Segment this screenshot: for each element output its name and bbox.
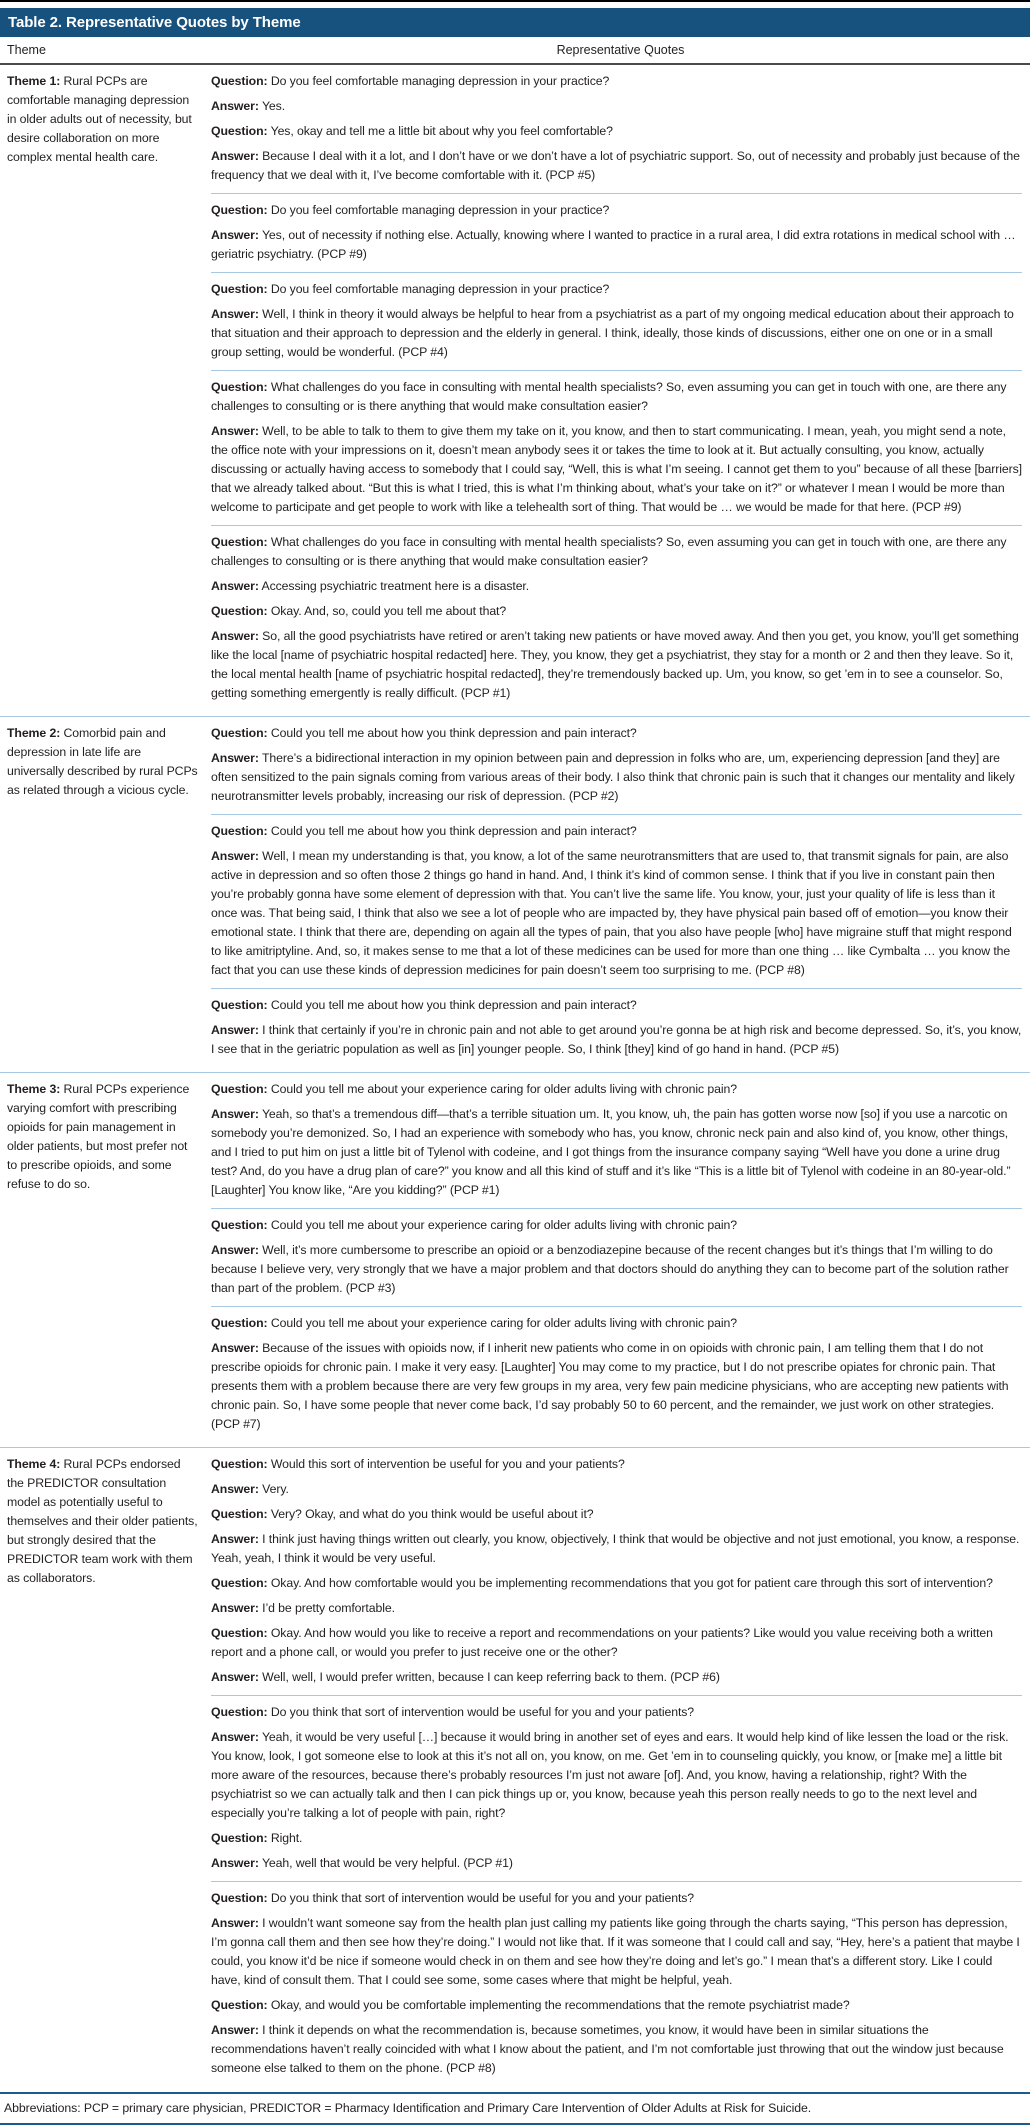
theme-row [0,65,1030,716]
quote-group [211,1695,1022,1881]
answer-paragraph [211,305,1022,362]
question-paragraph [211,1703,1022,1722]
question-text: Very? Okay, and what do you think would be useful about it? [270,1507,594,1521]
question-paragraph [211,378,1022,416]
theme-cell [0,1073,211,1447]
question-text: Could you tell me about how you think depression and pain interact? [270,824,637,838]
answer-paragraph [211,577,1022,596]
quotes-cell [211,717,1030,1072]
theme-description: Rural PCPs endorsed the PREDICTOR consultation model as potentially useful to themselves and their older patients, but strongly desired that the PREDICTOR team work with them as collaborators. [7,1457,198,1585]
top-rule [0,0,1030,2]
question-label: Question: [211,1457,268,1471]
question-paragraph [211,533,1022,571]
quotes-cell [211,1073,1030,1447]
answer-text: Yeah, so that’s a tremendous diff—that’s a terrible situation um. It, you know, uh, the pain has gotten worse now [so] if you use a narcotic on somebody you’re demonized. So, I had an experience with somebody who has, you know, chronic neck pain and also kind of, you know, other things, and I tried to put him on just a little bit of Tylenol with codeine, and I got things from the insurance company saying “Well have you done a urine drug test? And, do you have a drug plan of care?” you know and all this kind of stuff and it’s like “This is a little bit of Tylenol with codeine in an 80-year-old.” [Laughter] You know like, “Are you kidding?” (PCP #1) [211,1107,1011,1197]
question-paragraph [211,1080,1022,1099]
answer-label: Answer: [211,1023,259,1037]
answer-label: Answer: [211,629,259,643]
question-label: Question: [211,1316,268,1330]
table-body [0,65,1030,2091]
question-label: Question: [211,74,268,88]
answer-label: Answer: [211,424,259,438]
answer-label: Answer: [211,99,259,113]
quote-group [211,370,1022,525]
answer-paragraph [211,627,1022,703]
answer-text: Very. [262,1482,289,1496]
answer-paragraph [211,847,1022,980]
answer-label: Answer: [211,1601,259,1615]
question-text: Could you tell me about how you think depression and pain interact? [270,998,637,1012]
question-label: Question: [211,1082,268,1096]
answer-paragraph [211,1021,1022,1059]
answer-text: I think just having things written out clearly, you know, objectively, I think that would be objective and not just emotional, you know, a response. Yeah, yeah, I think it would be very useful. [211,1532,1020,1565]
answer-text: There’s a bidirectional interaction in my opinion between pain and depression in folks who are, um, experiencing depression [and they] are often sensitized to the pain signals coming from various areas of their body. I also think that chronic pain is such that it changes our mentality and likely neurotransmitter levels probably, increasing our risk of depression. (PCP #2) [211,751,1015,803]
question-label: Question: [211,1576,268,1590]
question-label: Question: [211,124,268,138]
answer-label: Answer: [211,579,259,593]
question-text: What challenges do you face in consulting with mental health specialists? So, even assuming you can get in touch with one, are there any challenges to consulting or is there anything that would make consultation easier? [211,535,1007,568]
answer-paragraph [211,1339,1022,1434]
question-paragraph [211,1829,1022,1848]
question-label: Question: [211,1626,268,1640]
theme-cell [0,717,211,1072]
answer-label: Answer: [211,149,259,163]
answer-label: Answer: [211,1341,259,1355]
question-text: Okay. And how comfortable would you be implementing recommendations that you got for patient care through this sort of intervention? [270,1576,993,1590]
question-label: Question: [211,1891,268,1905]
quote-group [211,525,1022,711]
answer-text: Yes, out of necessity if nothing else. Actually, knowing where I wanted to practice in a rural area, I did extra rotations in medical school with … geriatric psychiatry. (PCP #9) [211,228,1016,261]
quote-group [211,1881,1022,2086]
question-text: Okay. And, so, could you tell me about that? [270,604,507,618]
question-label: Question: [211,604,268,618]
answer-text: Because of the issues with opioids now, if I inherit new patients who come in on opioids with chronic pain, I am telling them that I do not prescribe opioids for chronic pain. I make it very easy. [Laughter] You may come to my practice, but I do not prescribe opiates for chronic pain. That presents them with a problem because there are very few groups in my area, very few pain medicine physicians, who are accepting new patients with chronic pain. So, I have some people that never come back, I’d say probably 50 to 60 percent, and the remainder, we just work on other strategies. (PCP #7) [211,1341,1009,1431]
question-text: Do you feel comfortable managing depression in your practice? [270,203,610,217]
question-text: Would this sort of intervention be useful for you and your patients? [270,1457,625,1471]
question-label: Question: [211,380,268,394]
footer-abbreviations: Abbreviations: PCP = primary care physician, PREDICTOR = Pharmacy Identification and Primary Care Intervention of Older Adults at Risk for Suicide. [0,2092,1030,2125]
question-text: Could you tell me about your experience caring for older adults living with chronic pain? [270,1082,737,1096]
question-text: Do you feel comfortable managing depression in your practice? [270,74,610,88]
answer-label: Answer: [211,1482,259,1496]
question-text: What challenges do you face in consulting with mental health specialists? So, even assuming you can get in touch with one, are there any challenges to consulting or is there anything that would make consultation easier? [211,380,1007,413]
answer-paragraph [211,1668,1022,1687]
theme-cell [0,65,211,716]
question-text: Do you feel comfortable managing depression in your practice? [270,282,610,296]
question-text: Could you tell me about your experience caring for older adults living with chronic pain? [270,1218,737,1232]
answer-paragraph [211,1105,1022,1200]
question-paragraph [211,1996,1022,2015]
quotes-cell [211,65,1030,716]
column-header-quotes: Representative Quotes [556,43,685,57]
answer-text: I think that certainly if you’re in chronic pain and not able to get around you’re gonna be at high risk and become depressed. So, it’s, you know, I see that in the geriatric population as well as [in] younger people. So, I think [they] kind of go hand in hand. (PCP #5) [211,1023,1022,1056]
quote-group [211,1073,1022,1208]
question-label: Question: [211,726,268,740]
quote-group [211,65,1022,193]
answer-label: Answer: [211,2023,259,2037]
theme-description: Rural PCPs experience varying comfort with prescribing opioids for pain management in older patients, but most prefer not to prescribe opioids, and some refuse to do so. [7,1082,190,1191]
question-label: Question: [211,824,268,838]
table-title-bar [0,8,1030,37]
question-paragraph [211,1314,1022,1333]
answer-text: Well, to be able to talk to them to give them my take on it, you know, and then to start communicating. I mean, yeah, you might send a note, the office note with your impressions on it, doesn’t mean anybody sees it or takes the time to look at it. But actually consulting, you know, actually discussing or actually having access to somebody that I could say, “Well, this is what I’m seeing. I cannot get them to you” because of all these [barriers] that we already talked about. “But this is what I tried, this is what I’m thinking about, what’s your take on it?” or whatever I mean I would be more than welcome to participate and get people to work with like a telehealth sort of thing. That would be … we would be made for that here. (PCP #9) [211,424,1022,514]
answer-text: I’d be pretty comfortable. [262,1601,395,1615]
question-label: Question: [211,535,268,549]
theme-label: Theme 3: [7,1082,61,1096]
answer-paragraph [211,422,1022,517]
answer-label: Answer: [211,751,259,765]
answer-label: Answer: [211,307,259,321]
answer-label: Answer: [211,1730,259,1744]
question-paragraph [211,280,1022,299]
answer-text: I think it depends on what the recommendation is, because sometimes, you know, it would have been in similar situations the recommendations haven’t really coincided with what I know about the patient, and I’m not comfortable just throwing that out the window just because someone else talked to them on the phone. (PCP #8) [211,2023,1004,2075]
answer-paragraph [211,749,1022,806]
question-paragraph [211,602,1022,621]
answer-label: Answer: [211,849,259,863]
question-paragraph [211,1216,1022,1235]
question-paragraph [211,122,1022,141]
question-text: Okay, and would you be comfortable implementing the recommendations that the remote psychiatrist made? [270,1998,850,2012]
theme-description: Rural PCPs are comfortable managing depression in older adults out of necessity, but desire collaboration on more complex mental health care. [7,74,192,164]
column-header-theme: Theme [7,43,46,57]
quote-group [211,193,1022,272]
answer-paragraph [211,1530,1022,1568]
answer-paragraph [211,97,1022,116]
quote-group [211,717,1022,814]
answer-text: Well, it’s more cumbersome to prescribe an opioid or a benzodiazepine because of the recent changes but it’s things that I’m willing to do because I believe very, very strongly that we have a major problem and that doctors should do anything they can to become part of the solution rather than part of the problem. (PCP #3) [211,1243,1009,1295]
quote-group [211,1306,1022,1442]
question-label: Question: [211,203,268,217]
answer-paragraph [211,1241,1022,1298]
answer-paragraph [211,1599,1022,1618]
question-text: Do you think that sort of intervention would be useful for you and your patients? [270,1891,695,1905]
question-paragraph [211,822,1022,841]
quote-group [211,814,1022,988]
quotes-cell [211,1448,1030,2091]
answer-paragraph [211,1480,1022,1499]
answer-label: Answer: [211,1243,259,1257]
theme-label: Theme 1: [7,74,61,88]
theme-row [0,716,1030,1072]
answer-label: Answer: [211,228,259,242]
answer-paragraph [211,1914,1022,1990]
question-paragraph [211,724,1022,743]
answer-text: Accessing psychiatric treatment here is a disaster. [261,579,530,593]
question-text: Right. [270,1831,303,1845]
question-text: Could you tell me about your experience caring for older adults living with chronic pain? [270,1316,737,1330]
question-paragraph [211,996,1022,1015]
answer-text: Well, well, I would prefer written, because I can keep referring back to them. (PCP #6) [262,1670,720,1684]
question-label: Question: [211,998,268,1012]
table-title: Table 2. Representative Quotes by Theme [8,14,301,31]
question-label: Question: [211,1998,268,2012]
question-label: Question: [211,1831,268,1845]
answer-text: I wouldn’t want someone say from the health plan just calling my patients like going through the charts saying, “This person has depression, I’m gonna call them and then see how they’re doing.” I would not like that. If it was someone that I could call and say, “Hey, here’s a patient that maybe I could, you know it’d be nice if someone would check in on them and see how they’re doing and let’s go.” I mean that’s a different story. Like I could have, kind of consult them. That I could see some, some cases where that might be helpful, yeah. [211,1916,1020,1987]
theme-row [0,1072,1030,1447]
answer-label: Answer: [211,1107,259,1121]
answer-label: Answer: [211,1670,259,1684]
answer-label: Answer: [211,1532,259,1546]
answer-label: Answer: [211,1856,259,1870]
answer-text: Well, I mean my understanding is that, you know, a lot of the same neurotransmitters that are used to, that transmit signals for pain, are also active in depression and so often those 2 things go hand in hand. And, I think it’s kind of common sense. I think that if you live in constant pain then you’re probably gonna have some element of depression with that. You can’t live the same life. You know, your, just your quality of life is less than it once was. That being said, I think that also we see a lot of people who are impacted by, they have physical pain based off of emotion—you know their emotional state. I think that there are, depending on again all the types of pain, that you also have people [who] have migraine stuff that might respond to like amitriptyline. And, so, it makes sense to me that a lot of these medicines can be used for more than one thing … like Cymbalta … you know the fact that you can use these kinds of depression medicines for pain doesn’t seem too surprising to me. (PCP #8) [211,849,1012,977]
answer-text: Yeah, it would be very useful […] because it would bring in another set of eyes and ears. It would help kind of like lessen the load or the risk. You know, look, I got someone else to look at this it’s not all on, you know, on me. Get ’em in to counseling quickly, you know, or [make me] a little bit more aware of the resources, because there’s probably resources I’m just not aware [of]. And, you know, having a relationship, right? With the psychiatrist so we can actually talk and then I can pick things up or, you know, because yeah this person really needs to go to the next level and especially you’re talking a lot of people with pain, right? [211,1730,1009,1820]
question-paragraph [211,1889,1022,1908]
question-paragraph [211,1455,1022,1474]
question-paragraph [211,201,1022,220]
question-paragraph [211,1505,1022,1524]
answer-label: Answer: [211,1916,259,1930]
theme-description: Comorbid pain and depression in late life are universally described by rural PCPs as related through a vicious cycle. [7,726,198,797]
answer-paragraph [211,147,1022,185]
question-paragraph [211,1624,1022,1662]
theme-cell [0,1448,211,2091]
answer-paragraph [211,1728,1022,1823]
answer-text: Yes. [261,99,286,113]
question-text: Okay. And how would you like to receive a report and recommendations on your patients? Like would you value receiving both a written report and a phone call, or would you prefer to just receive one or the other? [211,1626,993,1659]
question-label: Question: [211,282,268,296]
question-label: Question: [211,1507,268,1521]
answer-paragraph [211,226,1022,264]
question-label: Question: [211,1218,268,1232]
answer-paragraph [211,1854,1022,1873]
theme-label: Theme 2: [7,726,61,740]
theme-row [0,1447,1030,2091]
theme-label: Theme 4: [7,1457,61,1471]
answer-text: Because I deal with it a lot, and I don’t have or we don’t have a lot of psychiatric support. So, out of necessity and probably just because of the frequency that we deal with it, I’ve become comfortable with it. (PCP #5) [211,149,1020,182]
quote-group [211,1208,1022,1306]
answer-text: Well, I think in theory it would always be helpful to hear from a psychiatrist as a part of my ongoing medical education about their approach to that situation and their approach to depression and the elderly in general. I think, ideally, those kinds of discussions, either one on one or in a small group setting, would be wonderful. (PCP #4) [211,307,1014,359]
answer-text: Yeah, well that would be very helpful. (PCP #1) [261,1856,513,1870]
question-text: Yes, okay and tell me a little bit about why you feel comfortable? [270,124,613,138]
answer-paragraph [211,2021,1022,2078]
question-label: Question: [211,1705,268,1719]
question-text: Do you think that sort of intervention would be useful for you and your patients? [270,1705,695,1719]
question-paragraph [211,72,1022,91]
quote-group [211,272,1022,370]
answer-text: So, all the good psychiatrists have retired or aren’t taking new patients or have moved away. And then you get, you know, you’ll get something like the local [name of psychiatric hospital redacted] here. They, you know, they get a psychiatrist, they stay for a month or 2 and then they leave. So it, the local mental health [name of psychiatric hospital redacted], they’re tremendously backed up. Um, you know, so get ’em in to see a counselor. So, getting something emergently is really difficult. (PCP #1) [211,629,1019,700]
quote-group [211,988,1022,1067]
question-paragraph [211,1574,1022,1593]
question-text: Could you tell me about how you think depression and pain interact? [270,726,637,740]
column-header-row [0,37,1030,65]
quote-group [211,1448,1022,1695]
